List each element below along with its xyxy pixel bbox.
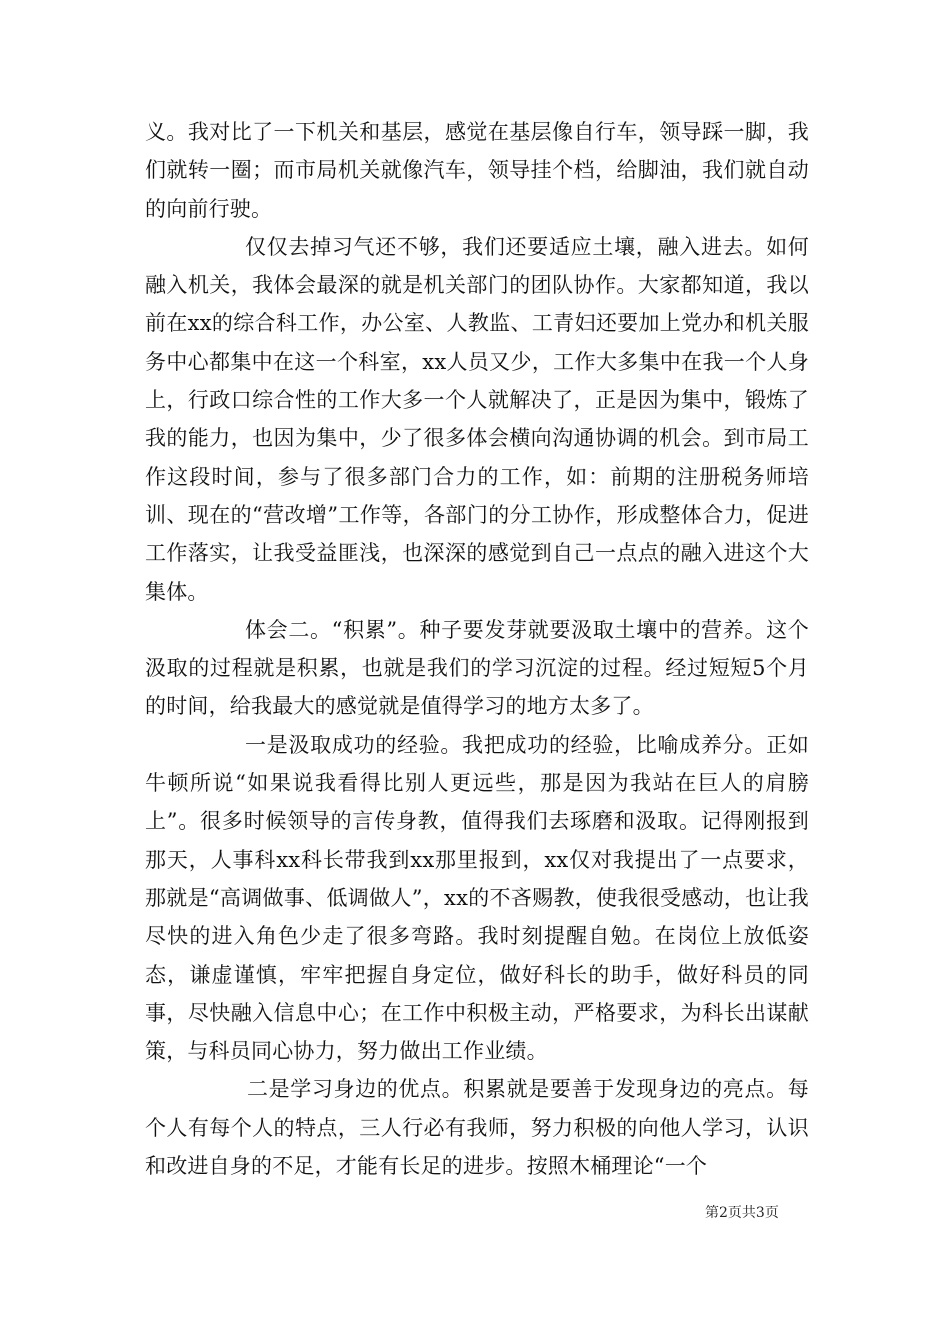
paragraph-continuation: 义。我对比了一下机关和基层，感觉在基层像自行车，领导踩一脚，我们就转一圈；而市局机关就像汽车，领导挂个档，给脚油，我们就自动的向前行驶。 — [145, 120, 809, 221]
paragraph-insight-two-accumulation: 体会二。“积累”。种子要发芽就要汲取土壤中的营养。这个汲取的过程就是积累，也就是我们的学习沉淀的过程。经过短短5个月的时间，给我最大的感觉就是值得学习的地方太多了。 — [145, 617, 809, 719]
paragraph-successful-experience: 一是汲取成功的经验。我把成功的经验，比喻成养分。正如牛顿所说“如果说我看得比别人更远些，那是因为我站在巨人的肩膀上”。很多时候领导的言传身教，值得我们去琢磨和汲取。记得刚报到那天，人事科xx科长带我到xx那里报到，xx仅对我提出了一点要求，那就是“高调做事、低调做人”，xx的不吝赐教，使我很受感动，也让我尽快的进入角色少走了很多弯路。我时刻提醒自勉。在岗位上放低姿态，谦虚谨慎，牢牢把握自身定位，做好科长的助手，做好科员的同事，尽快融入信息中心；在工作中积极主动，严格要求，为科长出谋献策，与科员同心协力，努力做出工作业绩。 — [145, 732, 809, 1064]
paragraph-team-collaboration: 仅仅去掉习气还不够，我们还要适应土壤，融入进去。如何融入机关，我体会最深的就是机关部门的团队协作。大家都知道，我以前在xx的综合科工作，办公室、人教监、工青妇还要加上党办和机关服务中心都集中在这一个科室，xx人员又少，工作大多集中在我一个人身上，行政口综合性的工作大多一个人就解决了，正是因为集中，锻炼了我的能力，也因为集中，少了很多体会横向沟通协调的机会。到市局工作这段时间，参与了很多部门合力的工作，如：前期的注册税务师培训、现在的“营改增”工作等，各部门的分工协作，形成整体合力，促进工作落实，让我受益匪浅，也深深的感觉到自己一点点的融入进这个大集体。 — [145, 234, 809, 604]
document-body — [145, 113, 809, 1185]
paragraph-learn-from-others: 二是学习身边的优点。积累就是要善于发现身边的亮点。每个人有每个人的特点，三人行必有我师，努力积极的向他人学习，认识和改进自身的不足，才能有长足的进步。按照木桶理论“一个 — [145, 1077, 809, 1179]
page-number-footer: 第2页共3页 — [705, 1205, 779, 1221]
